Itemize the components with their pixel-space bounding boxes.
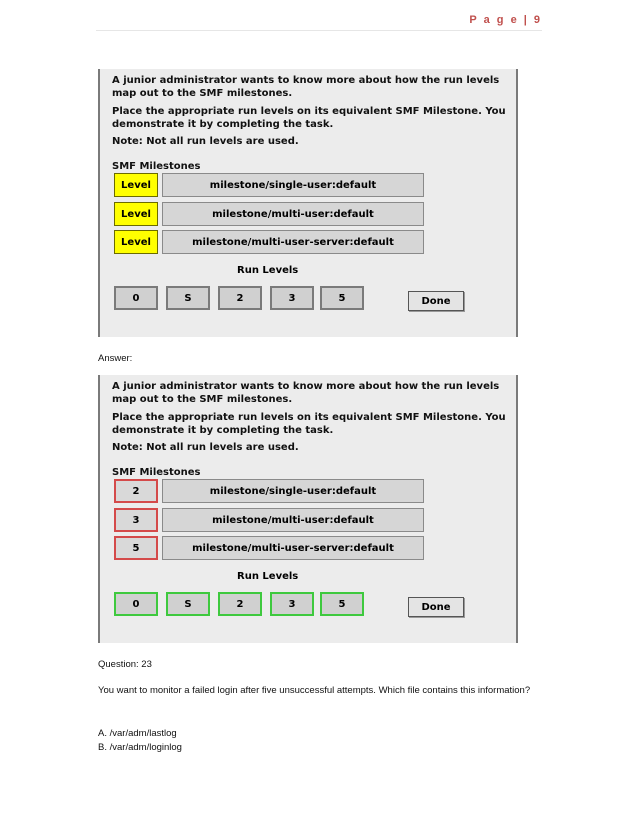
answer-level-3[interactable]: 5 (114, 536, 158, 560)
panel-instruction-text: Place the appropriate run levels on its equivalent SMF Milestone. You demonstrate it by completing the task. (112, 412, 506, 436)
milestone-multi-user: milestone/multi-user:default (162, 508, 424, 532)
milestone-multi-user: milestone/multi-user:default (162, 202, 424, 226)
answer-level-1[interactable]: 2 (114, 479, 158, 503)
header-divider (96, 30, 542, 31)
answer-screenshot-panel (98, 375, 518, 643)
run-level-5-button[interactable]: 5 (320, 592, 364, 616)
option-b: B. /var/adm/loginlog (98, 742, 182, 753)
run-level-0-button[interactable]: 0 (114, 286, 158, 310)
run-level-2-button[interactable]: 2 (218, 286, 262, 310)
smf-milestones-heading: SMF Milestones (112, 161, 201, 172)
done-button[interactable]: Done (408, 291, 464, 311)
run-level-5-button[interactable]: 5 (320, 286, 364, 310)
run-level-0-button[interactable]: 0 (114, 592, 158, 616)
panel-question-text: A junior administrator wants to know more about how the run levels map out to the SMF milestones. (112, 75, 500, 99)
smf-milestones-heading: SMF Milestones (112, 467, 201, 478)
panel-instruction-text: Place the appropriate run levels on its equivalent SMF Milestone. You demonstrate it by completing the task. (112, 106, 506, 130)
done-button[interactable]: Done (408, 597, 464, 617)
milestone-multi-user-server: milestone/multi-user-server:default (162, 230, 424, 254)
panel-note-text: Note: Not all run levels are used. (112, 442, 299, 453)
option-a: A. /var/adm/lastlog (98, 728, 177, 739)
run-levels-heading: Run Levels (237, 571, 299, 582)
milestone-multi-user-server: milestone/multi-user-server:default (162, 536, 424, 560)
milestone-single-user: milestone/single-user:default (162, 479, 424, 503)
panel-question-text: A junior administrator wants to know more about how the run levels map out to the SMF milestones. (112, 381, 500, 405)
page-number-header: P a g e | 9 (469, 14, 542, 26)
level-drop-target-1[interactable]: Level (114, 173, 158, 197)
run-level-2-button[interactable]: 2 (218, 592, 262, 616)
panel-note-text: Note: Not all run levels are used. (112, 136, 299, 147)
question-screenshot-panel (98, 69, 518, 337)
run-level-3-button[interactable]: 3 (270, 592, 314, 616)
run-level-s-button[interactable]: S (166, 592, 210, 616)
run-level-3-button[interactable]: 3 (270, 286, 314, 310)
level-drop-target-3[interactable]: Level (114, 230, 158, 254)
question-text: You want to monitor a failed login after five unsuccessful attempts. Which file contains this information? (98, 685, 531, 696)
question-number: Question: 23 (98, 659, 152, 670)
answer-level-2[interactable]: 3 (114, 508, 158, 532)
answer-label: Answer: (98, 353, 133, 364)
milestone-single-user: milestone/single-user:default (162, 173, 424, 197)
run-levels-heading: Run Levels (237, 265, 299, 276)
run-level-s-button[interactable]: S (166, 286, 210, 310)
level-drop-target-2[interactable]: Level (114, 202, 158, 226)
